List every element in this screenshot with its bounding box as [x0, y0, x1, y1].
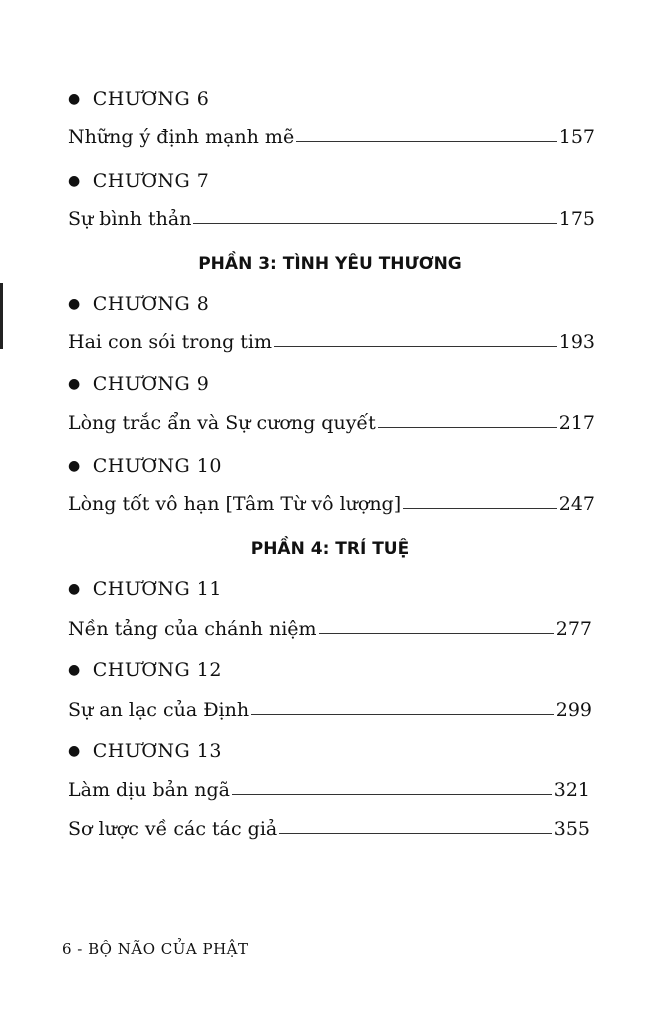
page-footer: 6 - BỘ NÃO CỦA PHẬT [62, 940, 249, 958]
bullet-icon: ● [68, 296, 81, 312]
toc-entry[interactable] [68, 208, 595, 230]
bullet-icon: ● [68, 376, 81, 392]
dot-leader [274, 346, 557, 347]
chapter-heading [68, 455, 222, 477]
toc-entry[interactable] [68, 699, 592, 721]
entry-page: 175 [558, 208, 595, 230]
chapter-heading [68, 373, 209, 395]
dot-leader [251, 714, 554, 715]
toc-entry[interactable] [68, 779, 590, 801]
dot-leader [378, 427, 557, 428]
bullet-icon: ● [68, 662, 81, 678]
entry-page: 355 [553, 818, 590, 840]
entry-title: Làm dịu bản ngã [68, 779, 231, 801]
part-heading: PHẦN 3: TÌNH YÊU THƯƠNG [198, 254, 462, 274]
dot-leader [232, 794, 552, 795]
chapter-label: CHƯƠNG 12 [92, 659, 222, 681]
dot-leader [319, 633, 554, 634]
chapter-label: CHƯƠNG 7 [92, 170, 210, 192]
chapter-heading [68, 740, 222, 762]
toc-entry[interactable] [68, 493, 595, 515]
chapter-heading [68, 170, 209, 192]
chapter-label: CHƯƠNG 6 [92, 88, 210, 110]
chapter-label: CHƯƠNG 11 [92, 578, 222, 600]
chapter-label: CHƯƠNG 13 [92, 740, 222, 762]
bullet-icon: ● [68, 743, 81, 759]
toc-entry[interactable] [68, 412, 595, 434]
chapter-heading [68, 578, 222, 600]
dot-leader [403, 508, 557, 509]
entry-page: 299 [555, 699, 592, 721]
bullet-icon: ● [68, 458, 81, 474]
toc-entry[interactable] [68, 331, 595, 353]
toc-entry[interactable] [68, 126, 595, 148]
bullet-icon: ● [68, 173, 81, 189]
entry-page: 217 [558, 412, 595, 434]
entry-page: 193 [558, 331, 595, 353]
bullet-icon: ● [68, 91, 81, 107]
chapter-label: CHƯƠNG 9 [92, 373, 210, 395]
entry-title: Sự an lạc của Định [68, 699, 250, 721]
scan-edge-mark [0, 283, 3, 349]
entry-title: Những ý định mạnh mẽ [68, 126, 295, 148]
dot-leader [193, 223, 556, 224]
entry-title: Lòng tốt vô hạn [Tâm Từ vô lượng] [68, 493, 402, 515]
chapter-label: CHƯƠNG 8 [92, 293, 210, 315]
entry-page: 321 [553, 779, 590, 801]
toc-entry[interactable] [68, 618, 592, 640]
chapter-heading [68, 88, 209, 110]
entry-page: 157 [558, 126, 595, 148]
toc-entry[interactable] [68, 818, 590, 840]
entry-title: Sơ lược về các tác giả [68, 818, 278, 840]
chapter-label: CHƯƠNG 10 [92, 455, 222, 477]
chapter-heading [68, 659, 222, 681]
part-heading: PHẦN 4: TRÍ TUỆ [250, 539, 410, 559]
bullet-icon: ● [68, 581, 81, 597]
entry-page: 277 [555, 618, 592, 640]
chapter-heading [68, 293, 209, 315]
entry-title: Hai con sói trong tim [68, 331, 272, 353]
dot-leader [296, 141, 557, 142]
entry-title: Sự bình thản [68, 208, 192, 230]
entry-title: Nền tảng của chánh niệm [68, 618, 317, 640]
entry-page: 247 [558, 493, 595, 515]
dot-leader [279, 833, 551, 834]
entry-title: Lòng trắc ẩn và Sự cương quyết [68, 412, 376, 434]
